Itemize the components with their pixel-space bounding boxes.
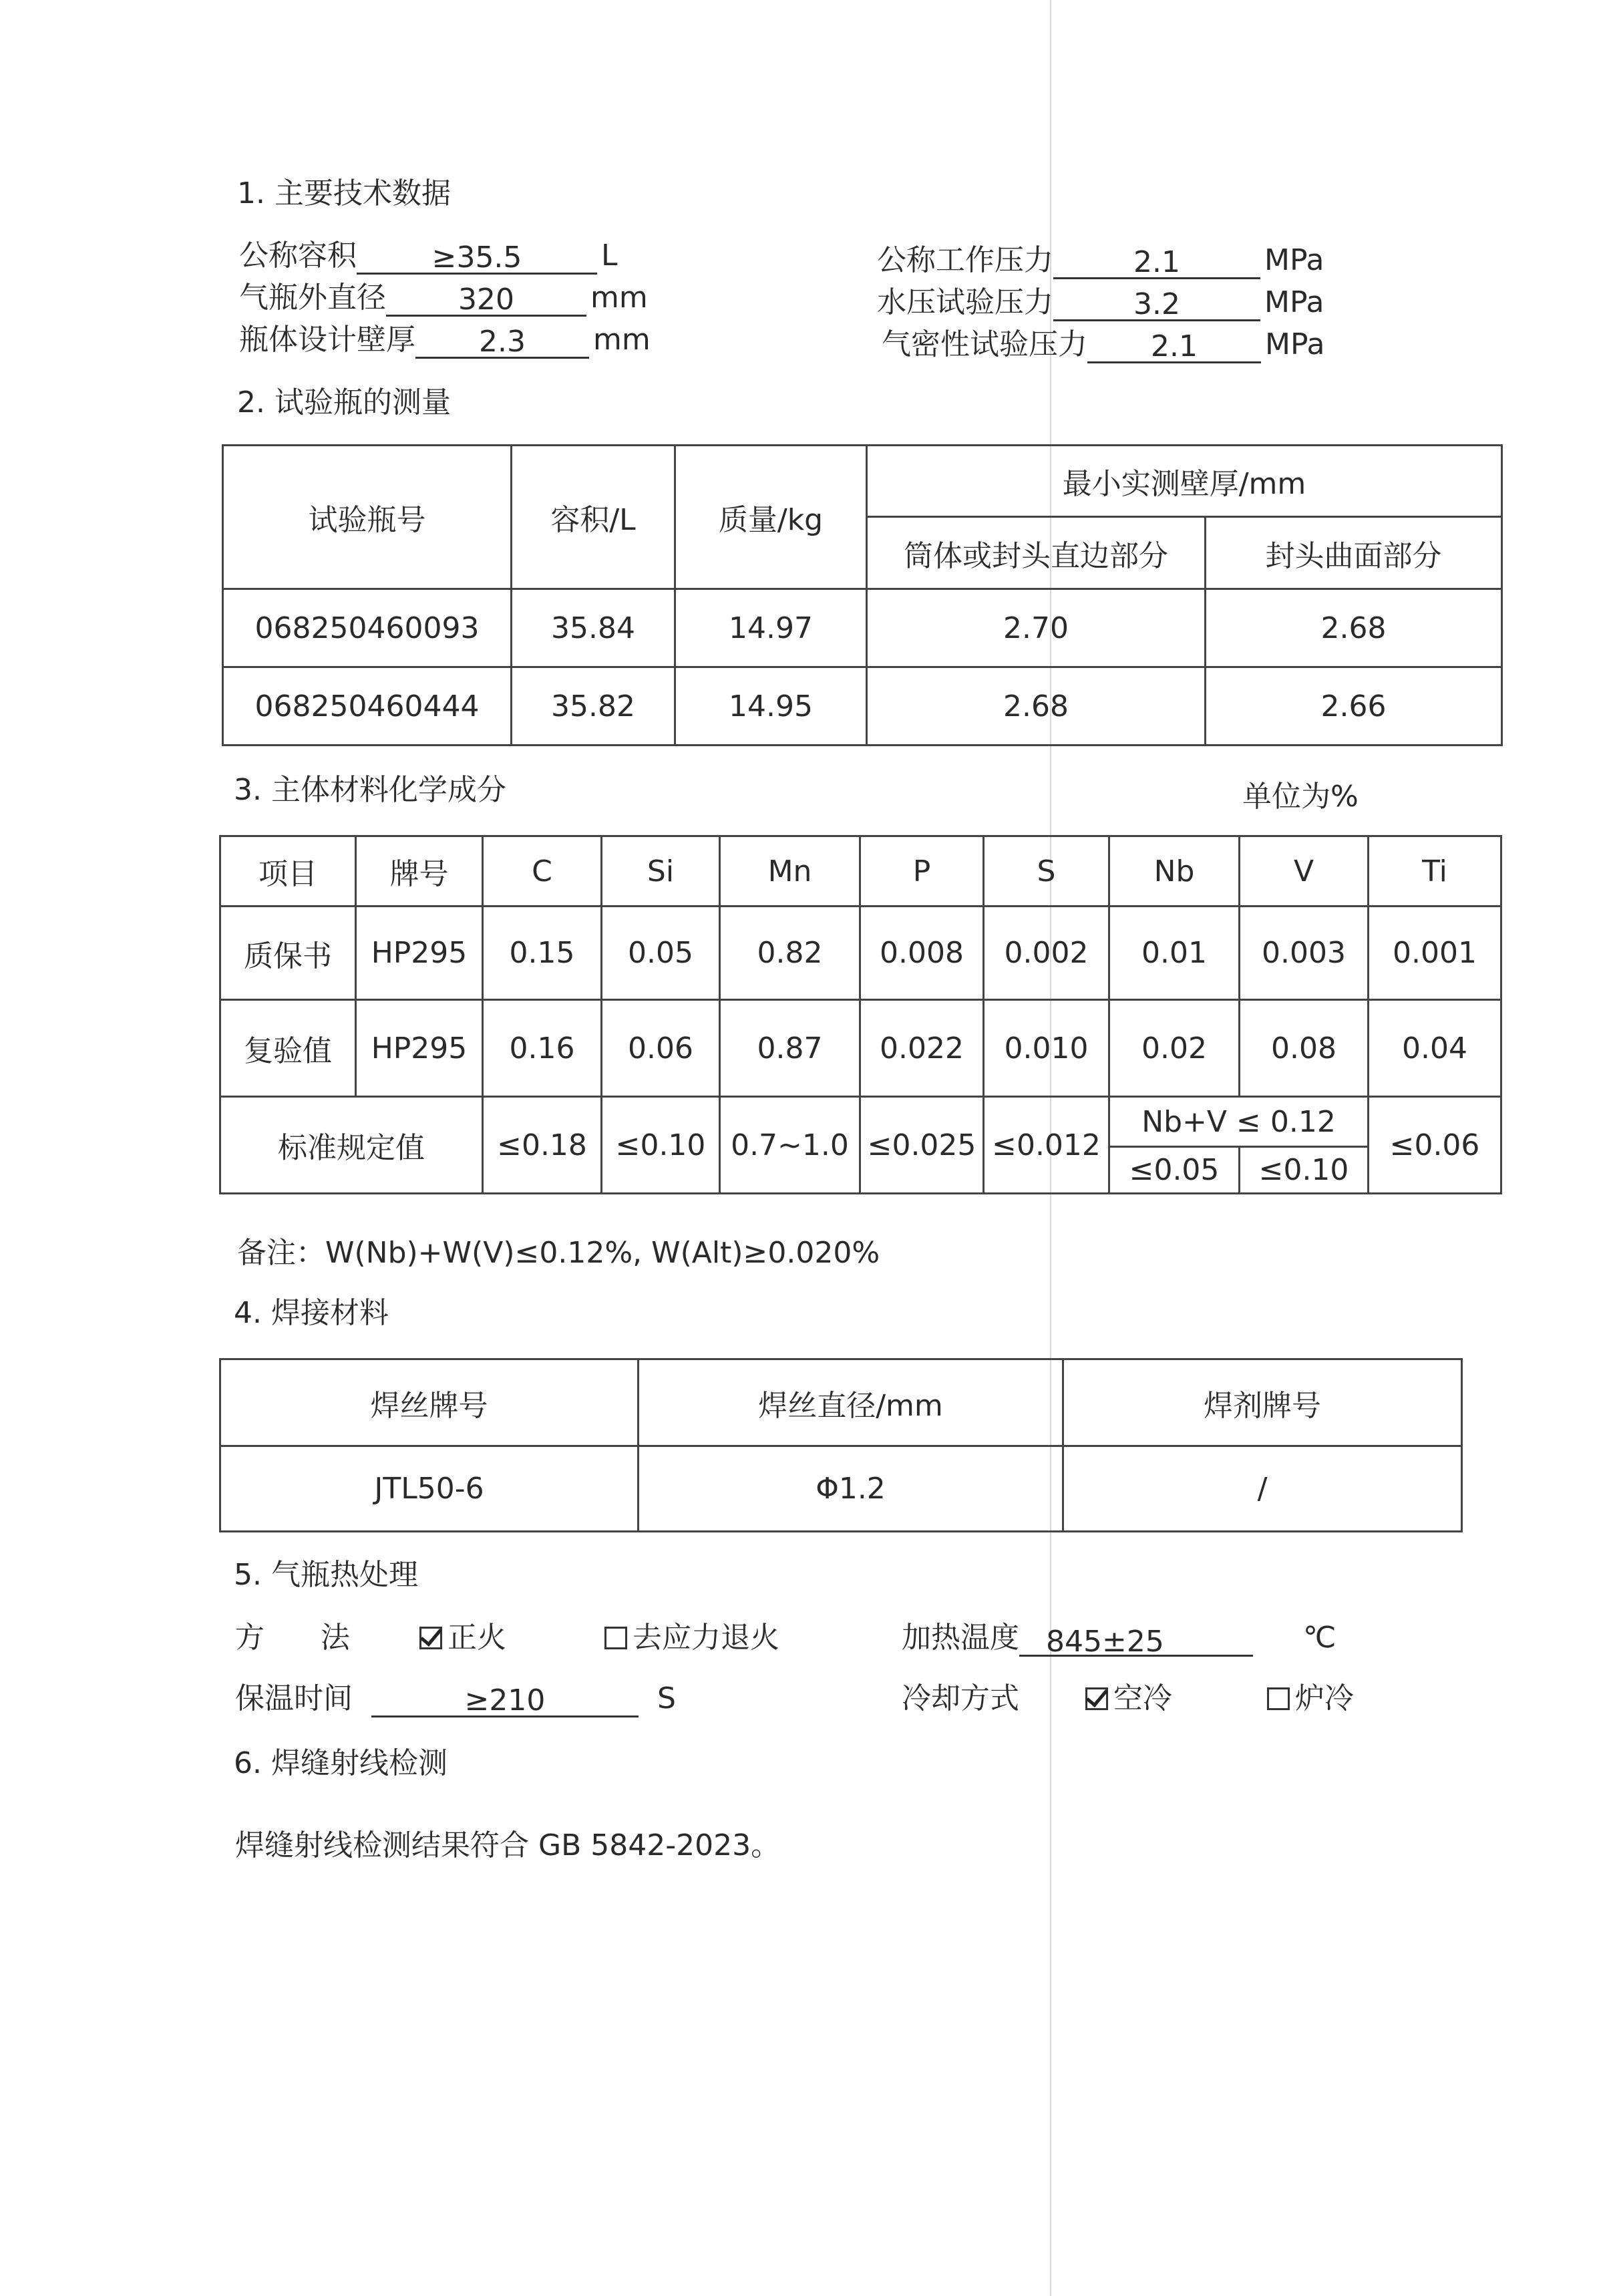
option-air-cool[interactable] bbox=[1085, 1680, 1172, 1717]
header-wire-grade: 焊丝牌号 bbox=[220, 1359, 639, 1446]
cell-cylinder-no: 068250460444 bbox=[223, 667, 512, 746]
cell-ti: 0.04 bbox=[1369, 1000, 1501, 1097]
cell-straight: 2.68 bbox=[867, 667, 1206, 746]
field-unit: S bbox=[657, 1681, 676, 1715]
cell-standard-si: ≤0.10 bbox=[602, 1097, 720, 1194]
field-label: 加热温度 bbox=[902, 1621, 1019, 1655]
work-pressure-field bbox=[877, 242, 1324, 279]
nominal-volume-field bbox=[239, 237, 618, 275]
option-furnace-cool[interactable] bbox=[1267, 1680, 1354, 1717]
field-label: 气瓶外直径 bbox=[239, 281, 386, 315]
header-nb: Nb bbox=[1109, 836, 1240, 907]
option-stress-relief[interactable] bbox=[604, 1619, 779, 1657]
cell-standard-label: 标准规定值 bbox=[220, 1097, 483, 1194]
header-p: P bbox=[860, 836, 984, 907]
section-4-heading: 4. 焊接材料 bbox=[234, 1296, 389, 1330]
field-unit: MPa bbox=[1264, 243, 1324, 277]
header-curved-part: 封头曲面部分 bbox=[1206, 517, 1502, 589]
cell-flux-grade: / bbox=[1063, 1446, 1462, 1532]
field-label: 保温时间 bbox=[235, 1681, 353, 1715]
header-wire-diameter: 焊丝直径/mm bbox=[639, 1359, 1063, 1446]
section-5-heading: 5. 气瓶热处理 bbox=[234, 1558, 418, 1592]
cell-standard-v: ≤0.10 bbox=[1240, 1147, 1369, 1194]
header-grade: 牌号 bbox=[356, 836, 483, 907]
cell-straight: 2.70 bbox=[867, 589, 1206, 667]
cell-standard-ti: ≤0.06 bbox=[1369, 1097, 1501, 1194]
field-unit: mm bbox=[593, 323, 651, 357]
cell-v: 0.003 bbox=[1240, 907, 1369, 1000]
radiography-result: 焊缝射线检测结果符合 GB 5842-2023。 bbox=[235, 1828, 781, 1862]
cell-s: 0.010 bbox=[984, 1000, 1109, 1097]
chemical-remark: 备注：W(Nb)+W(V)≤0.12%, W(Alt)≥0.020% bbox=[237, 1236, 880, 1270]
furnace-cool-checkbox[interactable] bbox=[1267, 1687, 1290, 1710]
header-ti: Ti bbox=[1369, 836, 1501, 907]
cell-standard-nb: ≤0.05 bbox=[1109, 1147, 1240, 1194]
cell-item: 复验值 bbox=[220, 1000, 356, 1097]
header-item: 项目 bbox=[220, 836, 356, 907]
header-mn: Mn bbox=[720, 836, 860, 907]
cell-standard-c: ≤0.18 bbox=[483, 1097, 602, 1194]
field-value: 2.1 bbox=[1053, 244, 1260, 279]
header-volume: 容积/L bbox=[512, 446, 675, 589]
field-value: 320 bbox=[386, 281, 586, 317]
field-unit: L bbox=[601, 238, 618, 273]
chemical-composition-table bbox=[219, 835, 1502, 1194]
cell-ti: 0.001 bbox=[1369, 907, 1501, 1000]
option-label: 正火 bbox=[448, 1621, 506, 1655]
header-mass: 质量/kg bbox=[675, 446, 867, 589]
header-c: C bbox=[483, 836, 602, 907]
design-wall-field bbox=[239, 321, 651, 359]
cell-mn: 0.87 bbox=[720, 1000, 860, 1097]
table-row bbox=[220, 1000, 1501, 1097]
table-row bbox=[220, 1446, 1462, 1532]
cell-nb: 0.01 bbox=[1109, 907, 1240, 1000]
standard-row bbox=[220, 1097, 1501, 1147]
field-value: ≥35.5 bbox=[357, 239, 597, 275]
hold-time-field bbox=[235, 1680, 676, 1717]
cell-standard-s: ≤0.012 bbox=[984, 1097, 1109, 1194]
field-label: 气密性试验压力 bbox=[882, 327, 1087, 361]
header-min-wall: 最小实测壁厚/mm bbox=[867, 446, 1502, 517]
hydro-pressure-field bbox=[877, 284, 1324, 321]
cell-grade: HP295 bbox=[356, 907, 483, 1000]
table-row bbox=[223, 667, 1502, 746]
air-cool-checkbox[interactable] bbox=[1085, 1687, 1108, 1710]
field-value: 3.2 bbox=[1053, 286, 1260, 321]
test-cylinder-table bbox=[222, 444, 1503, 746]
cell-standard-mn: 0.7~1.0 bbox=[720, 1097, 860, 1194]
leak-pressure-field bbox=[882, 326, 1324, 363]
cell-s: 0.002 bbox=[984, 907, 1109, 1000]
cell-volume: 35.82 bbox=[512, 667, 675, 746]
field-value: 2.3 bbox=[415, 323, 589, 359]
cell-nb: 0.02 bbox=[1109, 1000, 1240, 1097]
cell-si: 0.06 bbox=[602, 1000, 720, 1097]
normalize-checkbox[interactable] bbox=[419, 1627, 442, 1649]
field-value: ≥210 bbox=[371, 1682, 639, 1717]
field-value: 845±25 bbox=[1019, 1623, 1253, 1657]
cooling-label: 冷却方式 bbox=[902, 1681, 1019, 1715]
field-label: 水压试验压力 bbox=[877, 285, 1053, 319]
unit-note: 单位为% bbox=[1242, 780, 1359, 814]
field-unit: MPa bbox=[1265, 327, 1325, 361]
cell-curved: 2.68 bbox=[1206, 589, 1502, 667]
table-row bbox=[223, 589, 1502, 667]
cell-grade: HP295 bbox=[356, 1000, 483, 1097]
cell-p: 0.022 bbox=[860, 1000, 984, 1097]
cell-si: 0.05 bbox=[602, 907, 720, 1000]
header-s: S bbox=[984, 836, 1109, 907]
cell-item: 质保书 bbox=[220, 907, 356, 1000]
option-normalize[interactable] bbox=[419, 1619, 506, 1657]
cell-wire-diameter: Φ1.2 bbox=[639, 1446, 1063, 1532]
stress-relief-checkbox[interactable] bbox=[604, 1627, 627, 1649]
cell-mn: 0.82 bbox=[720, 907, 860, 1000]
option-label: 空冷 bbox=[1113, 1681, 1172, 1715]
cell-standard-nbv: Nb+V ≤ 0.12 bbox=[1109, 1097, 1369, 1147]
welding-material-table bbox=[219, 1358, 1463, 1532]
option-label: 炉冷 bbox=[1295, 1681, 1354, 1715]
section-1-heading: 1. 主要技术数据 bbox=[237, 176, 451, 210]
header-flux-grade: 焊剂牌号 bbox=[1063, 1359, 1462, 1446]
field-unit: ℃ bbox=[1303, 1621, 1336, 1655]
header-straight-part: 筒体或封头直边部分 bbox=[867, 517, 1206, 589]
table-row bbox=[220, 907, 1501, 1000]
cell-p: 0.008 bbox=[860, 907, 984, 1000]
cell-c: 0.15 bbox=[483, 907, 602, 1000]
table-header-row bbox=[220, 836, 1501, 907]
method-label: 方 法 bbox=[235, 1621, 350, 1655]
section-2-heading: 2. 试验瓶的测量 bbox=[237, 385, 451, 420]
cell-standard-p: ≤0.025 bbox=[860, 1097, 984, 1194]
table-header-row bbox=[220, 1359, 1462, 1446]
cell-c: 0.16 bbox=[483, 1000, 602, 1097]
outer-diameter-field bbox=[239, 279, 648, 317]
field-label: 公称容积 bbox=[239, 238, 357, 273]
field-value: 2.1 bbox=[1087, 328, 1261, 363]
cell-mass: 14.97 bbox=[675, 589, 867, 667]
header-v: V bbox=[1240, 836, 1369, 907]
header-cylinder-no: 试验瓶号 bbox=[223, 446, 512, 589]
field-label: 瓶体设计壁厚 bbox=[239, 323, 415, 357]
section-6-heading: 6. 焊缝射线检测 bbox=[234, 1746, 448, 1780]
header-si: Si bbox=[602, 836, 720, 907]
cell-wire-grade: JTL50-6 bbox=[220, 1446, 639, 1532]
cell-mass: 14.95 bbox=[675, 667, 867, 746]
field-label: 公称工作压力 bbox=[877, 243, 1053, 277]
cell-volume: 35.84 bbox=[512, 589, 675, 667]
cell-curved: 2.66 bbox=[1206, 667, 1502, 746]
option-label: 去应力退火 bbox=[633, 1621, 779, 1655]
cell-v: 0.08 bbox=[1240, 1000, 1369, 1097]
field-unit: MPa bbox=[1264, 285, 1324, 319]
section-3-heading: 3. 主体材料化学成分 bbox=[234, 773, 506, 807]
field-unit: mm bbox=[590, 281, 648, 315]
heat-temp-field bbox=[902, 1619, 1336, 1657]
cell-cylinder-no: 068250460093 bbox=[223, 589, 512, 667]
